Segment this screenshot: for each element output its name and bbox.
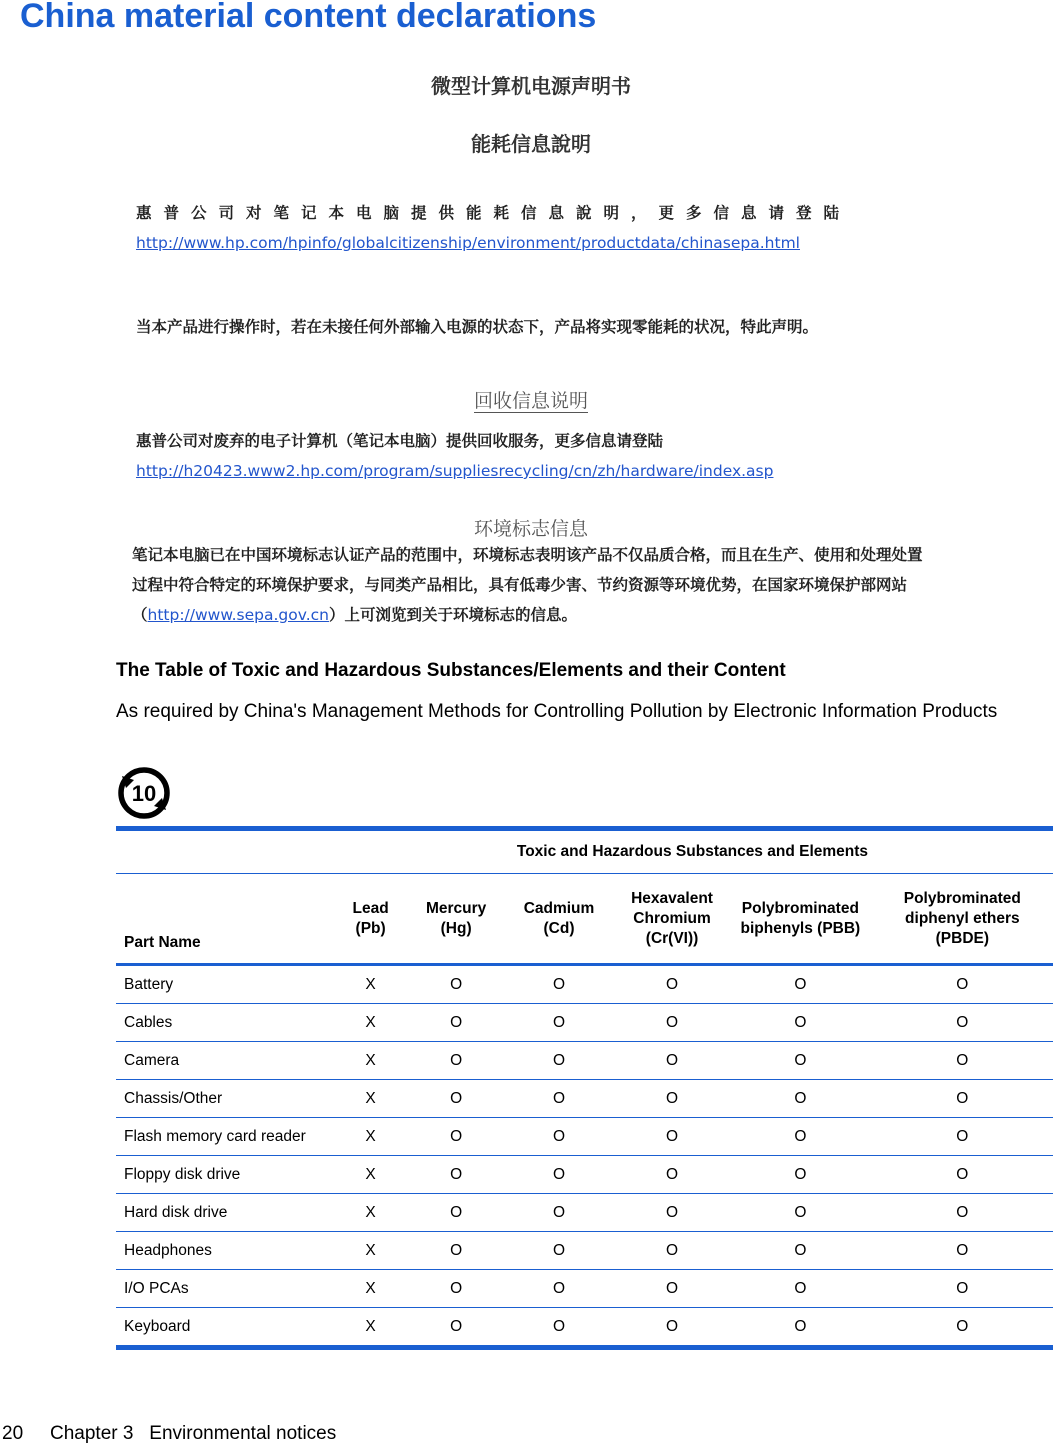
scanned-declaration-image (118, 58, 944, 654)
substance-cell: X (332, 1156, 409, 1194)
scan-paragraph-env-text-b: ）上可浏览到关于环境标志的信息。 (328, 606, 577, 624)
substance-cell: O (409, 1194, 503, 1232)
scan-heading-recycling-text: 回收信息说明 (473, 390, 588, 412)
substance-cell: O (729, 1004, 872, 1042)
substance-cell: O (409, 1042, 503, 1080)
table-row (116, 1118, 1053, 1156)
column-header: Part Name (116, 874, 332, 965)
table-row (116, 1194, 1053, 1232)
part-name-cell: Camera (116, 1042, 332, 1080)
scan-link-chinasepa[interactable]: http://www.hp.com/hpinfo/globalcitizenship/environment/productdata/chinasepa.html (136, 234, 800, 252)
column-header: Mercury (Hg) (409, 874, 503, 965)
part-name-cell: Chassis/Other (116, 1080, 332, 1118)
part-name-cell: Hard disk drive (116, 1194, 332, 1232)
substance-cell: O (503, 1270, 615, 1308)
substance-cell: O (409, 1270, 503, 1308)
substance-cell: O (615, 1194, 729, 1232)
column-header: Lead (Pb) (332, 874, 409, 965)
substance-cell: O (409, 1080, 503, 1118)
scan-paragraph-env-label (132, 540, 932, 630)
substance-cell: O (729, 1042, 872, 1080)
substance-cell: O (872, 965, 1053, 1004)
substance-cell: O (729, 1308, 872, 1348)
substance-cell: O (503, 1194, 615, 1232)
group-header: Toxic and Hazardous Substances and Elements (332, 829, 1053, 874)
logo-number: 10 (131, 781, 157, 806)
table-row (116, 1308, 1053, 1348)
scan-heading-env-label: 环境标志信息 (473, 518, 588, 540)
part-name-cell: Battery (116, 965, 332, 1004)
table-row (116, 1156, 1053, 1194)
column-header: Cadmium (Cd) (503, 874, 615, 965)
substance-cell: O (503, 1156, 615, 1194)
substance-cell: O (872, 1080, 1053, 1118)
substance-cell: O (409, 1118, 503, 1156)
substance-cell: O (872, 1232, 1053, 1270)
scan-link-sepa[interactable]: http://www.sepa.gov.cn (147, 606, 329, 624)
substance-cell: O (872, 1194, 1053, 1232)
substance-cell: O (503, 1080, 615, 1118)
substance-cell: O (503, 1004, 615, 1042)
substance-cell: O (503, 1118, 615, 1156)
table-row (116, 1080, 1053, 1118)
part-name-cell: Flash memory card reader (116, 1118, 332, 1156)
substance-cell: X (332, 1118, 409, 1156)
scan-link-recycling[interactable]: http://h20423.www2.hp.com/program/suppliesrecycling/cn/zh/hardware/index.asp (136, 462, 774, 480)
substance-cell: X (332, 1004, 409, 1042)
table-description: As required by China's Management Methods for Controlling Pollution by Electronic Information Products (116, 701, 998, 722)
page-title: China material content declarations (20, 0, 597, 35)
substance-cell: O (615, 1080, 729, 1118)
substance-cell: O (409, 1308, 503, 1348)
column-header: Polybrominated biphenyls (PBB) (729, 874, 872, 965)
substance-cell: X (332, 1042, 409, 1080)
substance-cell: O (615, 1270, 729, 1308)
substance-cell: O (503, 1232, 615, 1270)
part-name-cell: Headphones (116, 1232, 332, 1270)
substance-cell: O (503, 1042, 615, 1080)
scan-paragraph-recycling (136, 426, 936, 486)
substance-cell: X (332, 1232, 409, 1270)
column-header: Polybrominated diphenyl ethers (PBDE) (872, 874, 1053, 965)
table-row (116, 1232, 1053, 1270)
scan-title-energy-info: 能耗信息說明 (471, 132, 591, 156)
epup-10-logo-icon (116, 766, 172, 820)
substance-cell: O (615, 1308, 729, 1348)
part-name-cell: Cables (116, 1004, 332, 1042)
substance-cell: O (615, 1042, 729, 1080)
column-header: Hexavalent Chromium (Cr(VI)) (615, 874, 729, 965)
scan-paragraph-zero-energy: 当本产品进行操作时，若在未接任何外部输入电源的状态下，产品将实现零能耗的状况，特此声明。 (136, 318, 819, 336)
scan-paragraph-energy-text: 惠普公司对笔记本电脑提供能耗信息說明，更多信息请登陆 (136, 204, 852, 222)
scan-paragraph-recycling-text: 惠普公司对废弃的电子计算机（笔记本电脑）提供回收服务，更多信息请登陆 (136, 432, 664, 450)
substance-cell: O (409, 1156, 503, 1194)
substance-cell: O (503, 1308, 615, 1348)
substance-cell: O (615, 1118, 729, 1156)
substance-cell: O (872, 1308, 1053, 1348)
substance-cell: X (332, 1194, 409, 1232)
substance-cell: O (615, 965, 729, 1004)
scan-heading-recycling (118, 386, 944, 413)
scan-paragraph-energy (136, 198, 936, 258)
substance-cell: O (872, 1042, 1053, 1080)
substance-cell: O (872, 1118, 1053, 1156)
table-row (116, 965, 1053, 1004)
substance-cell: O (872, 1156, 1053, 1194)
substance-cell: O (729, 1194, 872, 1232)
table-title: The Table of Toxic and Hazardous Substances/Elements and their Content (116, 660, 786, 681)
substance-cell: O (729, 1118, 872, 1156)
substance-cell: O (729, 1232, 872, 1270)
substance-cell: O (729, 1270, 872, 1308)
part-name-cell: Keyboard (116, 1308, 332, 1348)
substance-cell: O (409, 1232, 503, 1270)
substance-cell: X (332, 1080, 409, 1118)
substances-table (116, 826, 1053, 1350)
substance-cell: O (409, 965, 503, 1004)
footer-chapter-title: Environmental notices (149, 1423, 337, 1444)
table-row (116, 1004, 1053, 1042)
substance-cell: O (615, 1004, 729, 1042)
substance-cell: O (615, 1156, 729, 1194)
page-number: 20 (2, 1423, 24, 1444)
substance-cell: O (729, 965, 872, 1004)
substance-cell: O (615, 1232, 729, 1270)
substance-cell: X (332, 1308, 409, 1348)
substance-cell: O (872, 1270, 1053, 1308)
substance-cell: X (332, 1270, 409, 1308)
substance-cell: O (872, 1004, 1053, 1042)
substance-cell: O (409, 1004, 503, 1042)
part-name-cell: Floppy disk drive (116, 1156, 332, 1194)
table-row (116, 1042, 1053, 1080)
scan-paragraph-env-text-a: 笔记本电脑已在中国环境标志认证产品的范围中，环境标志表明该产品不仅品质合格，而且在生产、使用和处理处置过程中符合特定的环境保护要求，与同类产品相比，具有低毒少害、节约资源等环境优势，在国家环境保护部网站（ (132, 546, 923, 624)
table-row (116, 1270, 1053, 1308)
substance-cell: O (729, 1080, 872, 1118)
substance-cell: X (332, 965, 409, 1004)
table-corner-cell (116, 829, 332, 874)
page-footer (0, 1421, 336, 1447)
footer-chapter: Chapter 3 (50, 1423, 134, 1444)
substance-cell: O (503, 965, 615, 1004)
substance-cell: O (729, 1156, 872, 1194)
scan-title-power-statement: 微型计算机电源声明书 (431, 74, 631, 98)
part-name-cell: I/O PCAs (116, 1270, 332, 1308)
